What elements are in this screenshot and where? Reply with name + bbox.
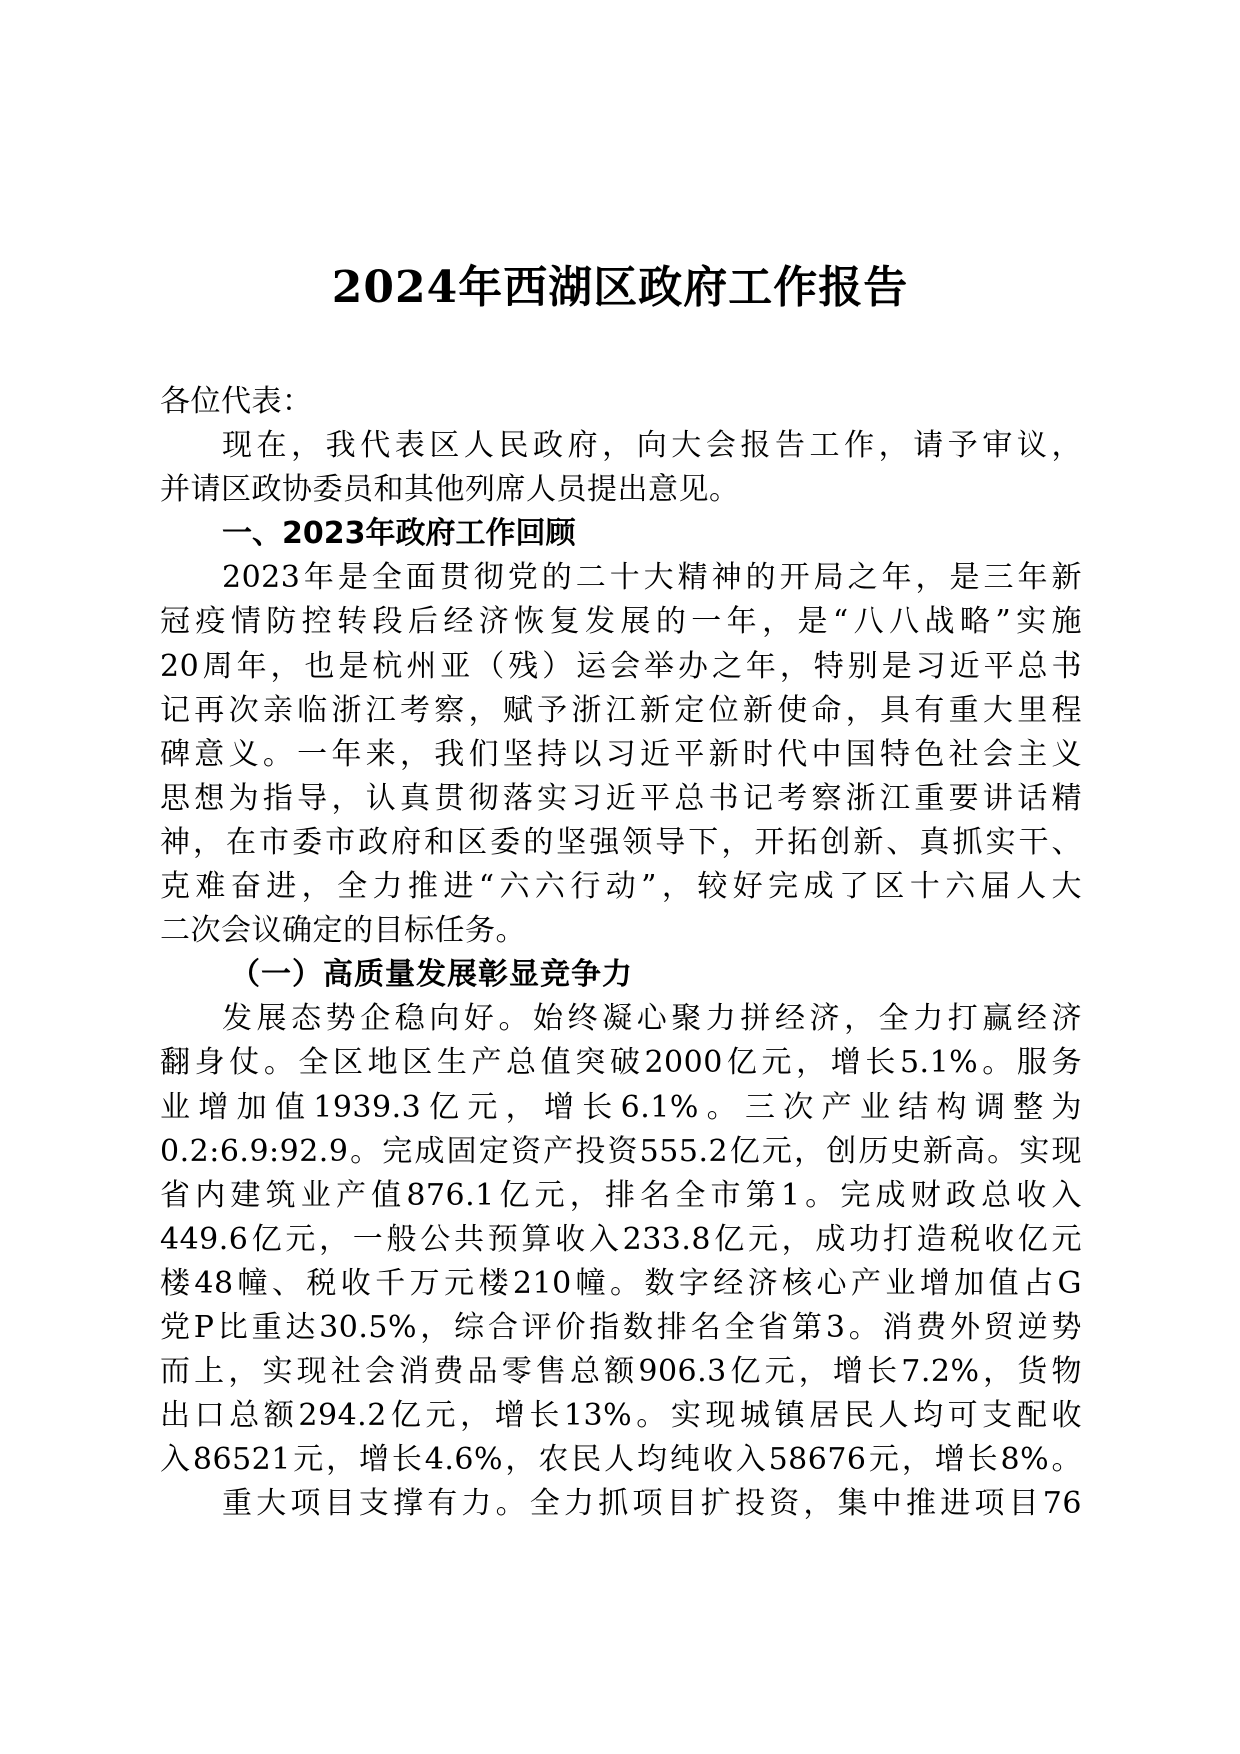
paragraph-line: 并请区政协委员和其他列席人员提出意见。	[160, 472, 740, 508]
paragraph-line: 二次会议确定的目标任务。	[160, 913, 526, 949]
paragraph-line: 翻身仗。全区地区生产总值突破2000亿元，增长5.1%。服务	[160, 1045, 1082, 1081]
subsection-heading: （一）高质量发展彰显竞争力	[230, 957, 633, 993]
paragraph-line: 发展态势企稳向好。始终凝心聚力拼经济，全力打赢经济	[222, 1001, 1082, 1037]
paragraph-line: 思想为指导，认真贯彻落实习近平总书记考察浙江重要讲话精	[160, 780, 1082, 816]
document-body	[160, 380, 1082, 1526]
paragraph-line: 记再次亲临浙江考察，赋予浙江新定位新使命，具有重大里程	[160, 692, 1082, 728]
paragraph-line: 党P比重达30.5%，综合评价指数排名全省第3。消费外贸逆势	[160, 1309, 1082, 1345]
document-title: 2024年西湖区政府工作报告	[331, 262, 909, 313]
paragraph-line: 20周年，也是杭州亚（残）运会举办之年，特别是习近平总书	[160, 648, 1082, 684]
paragraph-line: 楼48幢、税收千万元楼210幢。数字经济核心产业增加值占G	[160, 1265, 1082, 1301]
paragraph-line: 碑意义。一年来，我们坚持以习近平新时代中国特色社会主义	[160, 736, 1082, 772]
paragraph-line: 业增加值1939.3亿元，增长6.1%。三次产业结构调整为	[160, 1089, 1082, 1125]
paragraph-line: 克难奋进，全力推进“六六行动”，较好完成了区十六届人大	[160, 869, 1082, 905]
paragraph-line: 冠疫情防控转段后经济恢复发展的一年，是“八八战略”实施	[160, 604, 1082, 640]
paragraph-line: 现在，我代表区人民政府，向大会报告工作，请予审议，	[222, 428, 1082, 464]
section-heading: 一、2023年政府工作回顾	[222, 516, 576, 552]
paragraph-line: 神，在市委市政府和区委的坚强领导下，开拓创新、真抓实干、	[160, 824, 1082, 860]
paragraph-line: 出口总额294.2亿元，增长13%。实现城镇居民人均可支配收	[160, 1398, 1082, 1434]
paragraph-line: 省内建筑业产值876.1亿元，排名全市第1。完成财政总收入	[160, 1177, 1082, 1213]
paragraph-line: 重大项目支撑有力。全力抓项目扩投资，集中推进项目76	[222, 1486, 1082, 1522]
paragraph-line: 449.6亿元，一般公共预算收入233.8亿元，成功打造税收亿元	[160, 1221, 1082, 1257]
salutation: 各位代表：	[160, 384, 313, 419]
paragraph-line: 而上，实现社会消费品零售总额906.3亿元，增长7.2%，货物	[160, 1354, 1082, 1390]
paragraph-line: 0.2:6.9:92.9。完成固定资产投资555.2亿元，创历史新高。实现	[160, 1133, 1082, 1169]
paragraph-line: 入86521元，增长4.6%，农民人均纯收入58676元，增长8%。	[160, 1442, 1082, 1478]
paragraph-line: 2023年是全面贯彻党的二十大精神的开局之年，是三年新	[222, 560, 1082, 596]
